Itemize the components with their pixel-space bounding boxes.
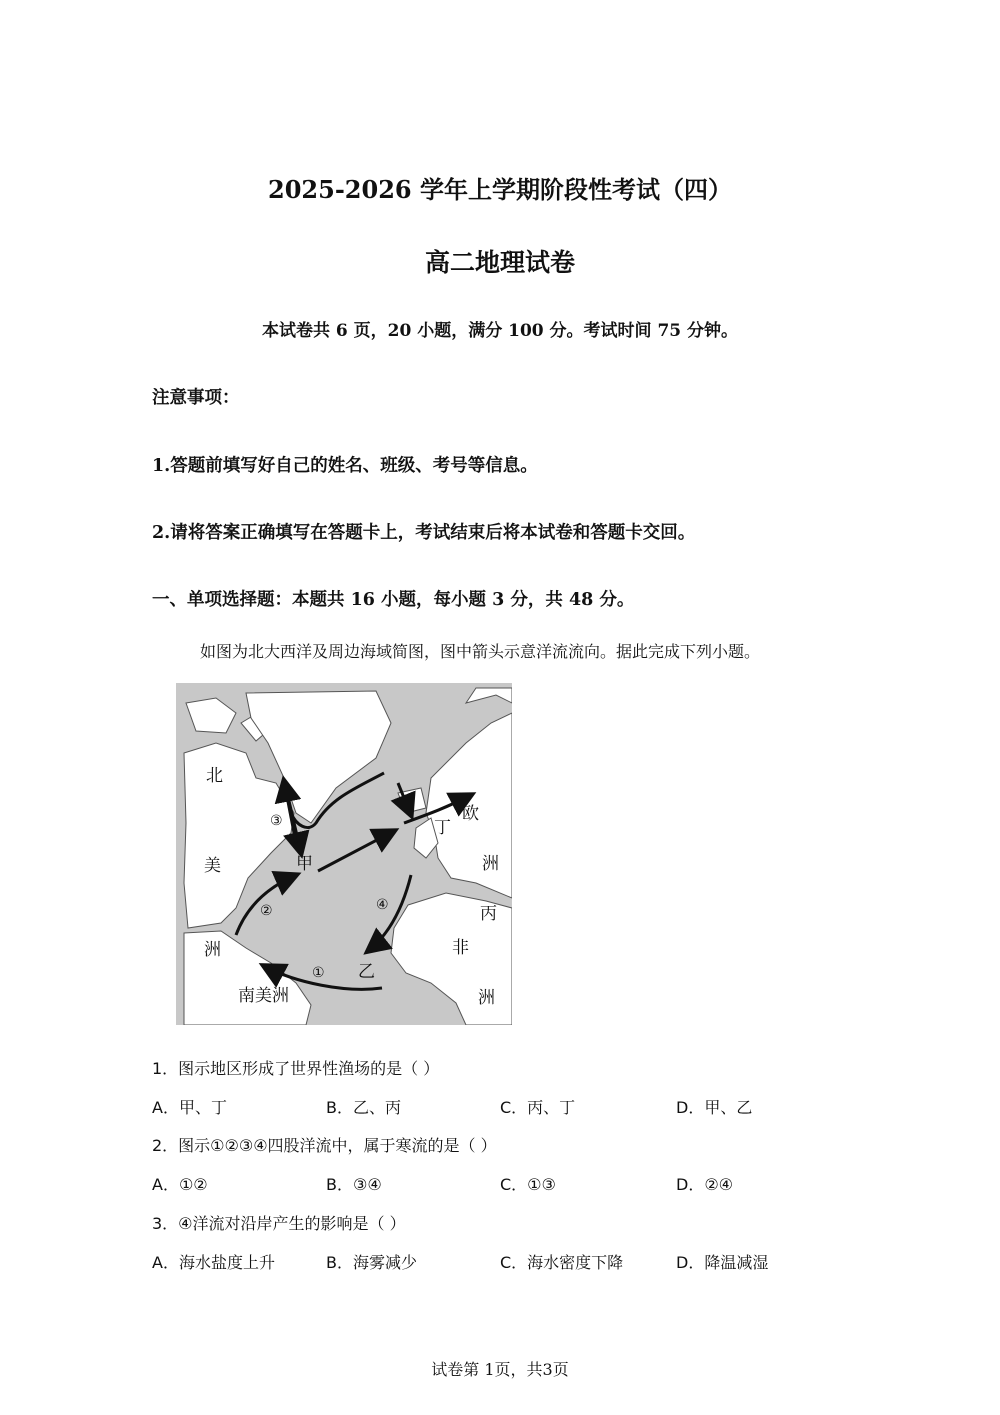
label-zhou-left: 洲: [204, 940, 221, 960]
question-1-option-b[interactable]: B．乙、丙: [326, 1098, 401, 1117]
notice-item-2: 2.请将答案正确填写在答题卡上，考试结束后将本试卷和答题卡交回。: [152, 523, 696, 543]
label-current-1: ①: [312, 965, 325, 981]
section-intro: 如图为北大西洋及周边海域简图，图中箭头示意洋流流向。据此完成下列小题。: [200, 642, 761, 661]
label-zhou-europe: 洲: [482, 854, 499, 874]
question-3-stem: 3．④洋流对沿岸产生的影响是（ ）: [152, 1214, 406, 1233]
question-2-option-c[interactable]: C．①③: [500, 1175, 556, 1194]
question-3-option-a[interactable]: A．海水盐度上升: [152, 1253, 275, 1272]
label-jia: 甲: [296, 854, 313, 874]
notice-heading: 注意事项：: [152, 388, 240, 408]
page-footer: 试卷第 1页，共3页: [431, 1360, 569, 1379]
label-fei: 非: [452, 938, 469, 958]
notice-item-1: 1.答题前填写好自己的姓名、班级、考号等信息。: [152, 456, 538, 476]
question-1-option-d[interactable]: D．甲、乙: [676, 1098, 753, 1117]
exam-info: 本试卷共 6 页，20 小题，满分 100 分。考试时间 75 分钟。: [261, 321, 739, 341]
label-current-4: ④: [376, 897, 389, 913]
question-3-option-b[interactable]: B．海雾减少: [326, 1253, 417, 1272]
question-2-option-a[interactable]: A．①②: [152, 1175, 208, 1194]
label-yi: 乙: [358, 962, 375, 982]
label-ding: 丁: [434, 818, 451, 838]
question-2-stem: 2．图示①②③④四股洋流中，属于寒流的是（ ）: [152, 1136, 497, 1155]
question-1-stem: 1．图示地区形成了世界性渔场的是（ ）: [152, 1059, 440, 1078]
question-3-option-d[interactable]: D．降温减湿: [676, 1253, 769, 1272]
label-north: 北: [206, 766, 223, 786]
question-1-option-a[interactable]: A．甲、丁: [152, 1098, 227, 1117]
label-zhou-africa: 洲: [478, 988, 495, 1008]
label-ou: 欧: [462, 804, 479, 824]
question-1-option-c[interactable]: C．丙、丁: [500, 1098, 576, 1117]
exam-subtitle: 高二地理试卷: [424, 248, 575, 277]
exam-title: 2025-2026 学年上学期阶段性考试（四）: [268, 175, 732, 204]
section-heading: 一、单项选择题：本题共 16 小题，每小题 3 分，共 48 分。: [152, 590, 635, 610]
north-atlantic-map: [176, 683, 512, 1025]
label-bing: 丙: [480, 904, 497, 924]
question-2-option-b[interactable]: B．③④: [326, 1175, 382, 1194]
label-mei: 美: [204, 856, 221, 876]
label-current-2: ②: [260, 903, 273, 919]
question-3-option-c[interactable]: C．海水密度下降: [500, 1253, 624, 1272]
label-south-america: 南美洲: [238, 986, 289, 1006]
label-current-3: ③: [270, 813, 283, 829]
question-2-option-d[interactable]: D．②④: [676, 1175, 734, 1194]
